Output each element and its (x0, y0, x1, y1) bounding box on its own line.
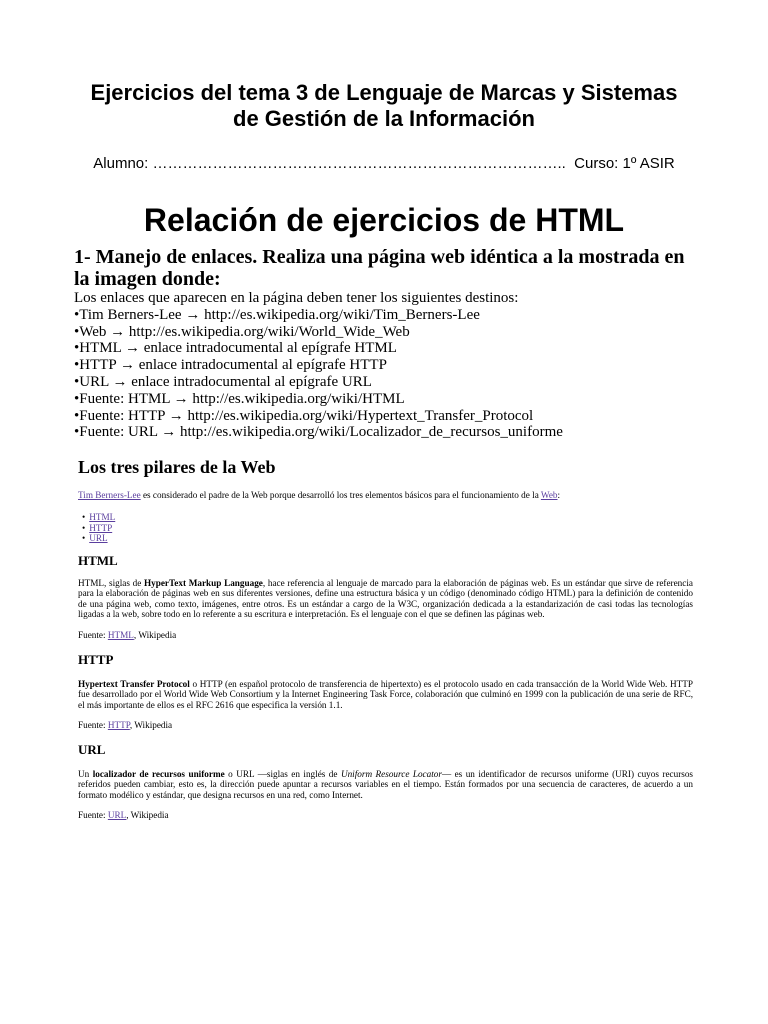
instruction-item: •HTML → enlace intradocumental al epígrafe HTML (74, 340, 397, 357)
html-source (78, 630, 176, 641)
exercise-instructions (74, 290, 734, 441)
webpage-title: Los tres pilares de la Web (78, 457, 276, 477)
nav-item (89, 512, 116, 523)
source-end: , Wikipedia (126, 810, 169, 820)
student-course-line (0, 155, 768, 173)
main-heading: Relación de ejercicios de HTML (143, 202, 625, 238)
url-text-mid: o URL —siglas en inglés de (224, 769, 341, 779)
instructions-intro: Los enlaces que aparecen en la página deben tener los siguientes destinos: (74, 290, 519, 306)
source-link-html[interactable]: HTML (107, 630, 134, 640)
instruction-item: •Tim Berners-Lee → http://es.wikipedia.org/wiki/Tim_Berners-Lee (74, 306, 480, 323)
source-link-url[interactable]: URL (107, 810, 127, 820)
source-link-http[interactable]: HTTP (107, 720, 130, 730)
nav-link-http[interactable]: HTTP (89, 522, 113, 533)
html-text: HTML, siglas de (78, 578, 144, 588)
source-end: , Wikipedia (129, 720, 173, 730)
intro-text: es considerado el padre de la Web porque desarrolló los tres elementos básicos para el funcionamiento de la (140, 490, 541, 500)
intro-end: : (557, 490, 561, 500)
instruction-item: •Web → http://es.wikipedia.org/wiki/World_Wide_Web (74, 323, 410, 340)
webpage-intro (78, 490, 560, 501)
document-title (40, 80, 728, 132)
url-bold-text: localizador de recursos uniforme (92, 769, 225, 779)
html-heading: HTML (78, 553, 118, 568)
exercise-title: 1- Manejo de enlaces. Realiza una página web idéntica a la mostrada en la imagen donde: (74, 246, 685, 290)
instruction-item: •Fuente: URL → http://es.wikipedia.org/wiki/Localizador_de_recursos_uniforme (74, 424, 563, 441)
source-label: Fuente: (78, 630, 108, 640)
link-tim-berners-lee[interactable]: Tim Berners-Lee (78, 490, 141, 500)
course-label: Curso: (574, 155, 619, 172)
student-label: Alumno: (93, 155, 149, 172)
url-text: Un (78, 769, 93, 779)
html-bold-text: HyperText Markup Language (144, 578, 263, 588)
title-line-1: Ejercicios del tema 3 de Lenguaje de Marcas y Sistemas (90, 80, 678, 105)
url-heading: URL (78, 742, 106, 757)
nav-link-url[interactable]: URL (89, 533, 108, 543)
source-label: Fuente: (78, 720, 108, 730)
http-paragraph (78, 679, 693, 710)
source-end: , Wikipedia (133, 630, 177, 640)
source-label: Fuente: (78, 810, 108, 820)
http-heading: HTTP (78, 652, 114, 667)
instruction-item: •HTTP → enlace intradocumental al epígrafe HTTP (74, 357, 387, 374)
url-text-rest: — es un identificador de recursos uniforme (URI) cuyos recursos referidos pueden cambiar, esto es, la dirección puede apuntar a recursos variables en el tiempo. Están formados por una secuencia de caracteres, de acuerdo a un formato modélico y estándar, que designa recursos en una red, como Internet. (78, 769, 693, 800)
http-source (78, 720, 172, 731)
html-text-rest: , hace referencia al lenguaje de marcado para la elaboración de páginas web. Es un estándar que sirve de referencia para la elaboración de páginas web en sus diferentes versiones, define una estructura básica y un código (denominado código HTML) para la definición de contenido de una página web, como texto, imágenes, entre otros. Es un estándar a cargo de la W3C, organización dedicada a la estandarización de casi todas las tecnologías ligadas a la web, sobre todo en lo referente a su escritura e interpretación. Es el lenguaje con el que se definen las páginas web. (78, 578, 693, 619)
http-text-rest: o HTTP (en español protocolo de transferencia de hipertexto) es el protocolo usado en cada transacción de la World Wide Web. HTTP fue desarrollado por el World Wide Web Consortium y la Internet Engineering Task Force, colaboración que culminó en 1999 con la publicación de una serie de RFC, el más importante de ellos es el RFC 2616 que especifica la versión 1.1. (78, 679, 693, 710)
url-source (78, 810, 169, 821)
instruction-item: •URL → enlace intradocumental al epígrafe URL (74, 373, 372, 390)
instruction-item: •Fuente: HTML → http://es.wikipedia.org/wiki/HTML (74, 390, 405, 407)
nav-item (89, 522, 115, 534)
url-italic-text: Uniform Resource Locator (340, 769, 442, 779)
example-webpage-image (70, 450, 700, 840)
instruction-item: •Fuente: HTTP → http://es.wikipedia.org/wiki/Hypertext_Transfer_Protocol (74, 407, 534, 424)
course-value: 1º ASIR (622, 155, 675, 172)
student-dots: ……………………………………………………………………….. (152, 155, 566, 172)
title-line-2: de Gestión de la Información (233, 106, 535, 131)
html-paragraph (78, 578, 693, 619)
link-web[interactable]: Web (540, 490, 558, 500)
nav-link-html[interactable]: HTML (89, 512, 116, 522)
webpage-nav-list (89, 512, 116, 544)
http-bold-text: Hypertext Transfer Protocol (78, 679, 190, 689)
url-paragraph (78, 769, 693, 800)
nav-item (89, 533, 115, 544)
